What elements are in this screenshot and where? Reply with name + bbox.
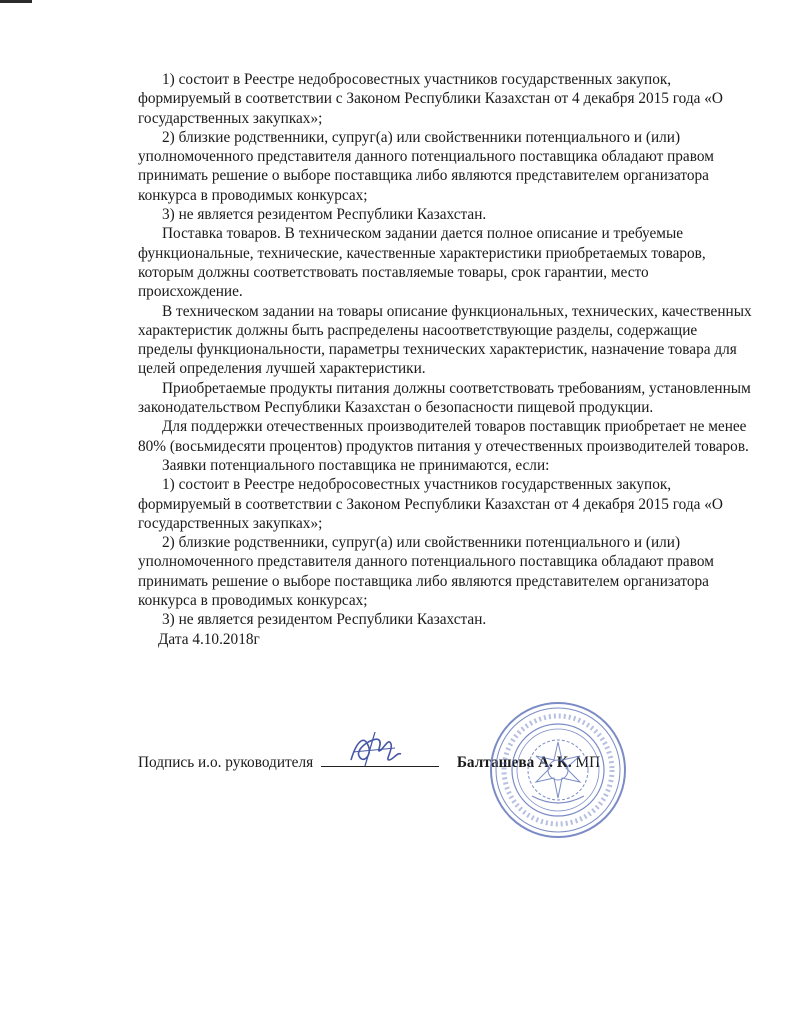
paragraph-5: В техническом задании на товары описание функциональных, технических, качественных характеристик должны быть распределены насоответствующие разделы, содержащие пределы функциональности, параметры технических характеристик, назначение товара для целей определения лучшей характеристики. — [138, 302, 752, 378]
signature-label: Подпись и.о. руководителя — [138, 754, 314, 771]
paragraph-9: 1) состоит в Реестре недобросовестных участников государственных закупок, формируемый в соответствии с Законом Республики Казахстан от 4 декабря 2015 года «О государственных закупках»; — [138, 476, 723, 532]
paragraph-6: Приобретаемые продукты питания должны соответствовать требованиям, установленным законодательством Республики Казахстан о безопасности пищевой продукции. — [138, 379, 751, 417]
paragraph-10: 2) близкие родственники, супруг(а) или свойственники потенциального и (или) уполномоченного представителя данного потенциального поставщика обладают правом принимать решение о выборе поставщика либо являются представителем организатора конкурса в проводимых конкурсах; — [138, 534, 714, 610]
paragraph-2: 2) близкие родственники, супруг(а) или свойственники потенциального и (или) уполномоченного представителя данного потенциального поставщика обладают правом принимать решение о выборе поставщика либо являются представителем организатора конкурса в проводимых конкурсах; — [138, 128, 714, 204]
document-date: Дата 4.10.2018г — [158, 630, 260, 648]
paragraph-7: Для поддержки отечественных производителей товаров поставщик приобретает не менее 80% (восьмидесяти процентов) продуктов питания у отечественных производителей товаров. — [138, 418, 749, 455]
signatory-name: Балташева А. К. — [456, 754, 572, 771]
mp-mark: МП — [575, 754, 601, 771]
signature-row — [138, 752, 758, 772]
paragraph-1: 1) состоит в Реестре недобросовестных участников государственных закупок, формируемый в соответствии с Законом Республики Казахстан от 4 декабря 2015 года «О государственных закупках»; — [138, 71, 723, 127]
scan-edge-mark — [0, 0, 32, 3]
official-seal-icon — [488, 700, 628, 840]
document-body — [138, 70, 752, 649]
paragraph-3: 3) не является резидентом Республики Казахстан. — [162, 206, 487, 224]
handwritten-signature-icon — [345, 730, 405, 770]
paragraph-8: Заявки потенциального поставщика не принимаются, если: — [162, 456, 550, 474]
signature-line — [321, 752, 439, 767]
paragraph-4: Поставка товаров. В техническом задании дается полное описание и требуемые функциональные, технические, качественные характеристики приобретаемых товаров, которым должны соответствовать поставляемые товары, срок гарантии, место происхождение. — [138, 225, 706, 301]
paragraph-11: 3) не является резидентом Республики Казахстан. — [162, 611, 487, 629]
